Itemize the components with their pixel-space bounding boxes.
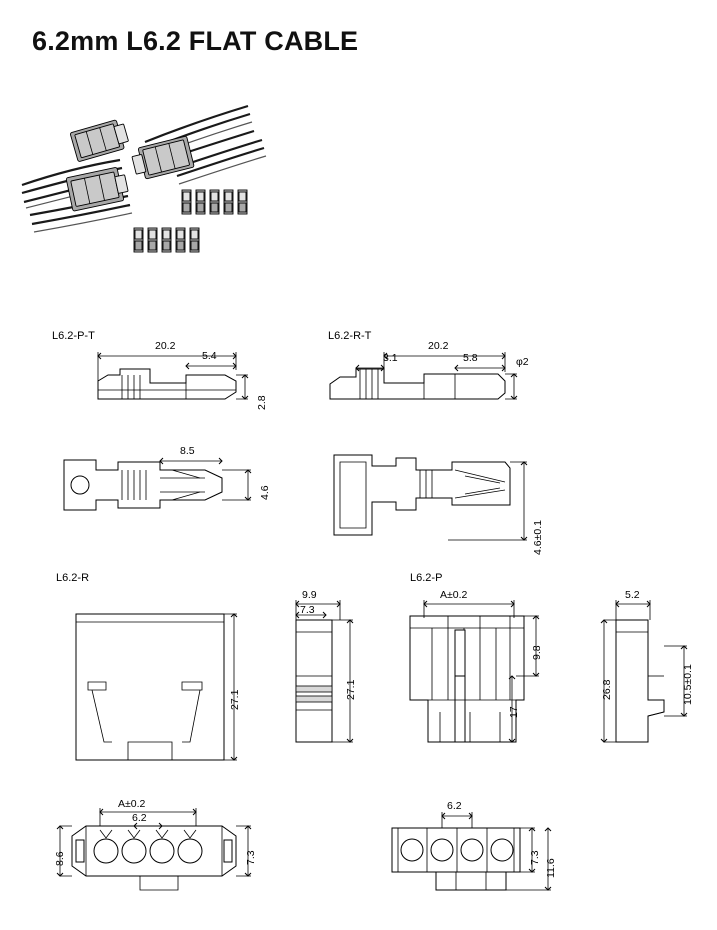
dim-bl-right: 7.3 — [245, 850, 257, 865]
loose-terminals-row-2 — [134, 228, 199, 252]
page-title: 6.2mm L6.2 FLAT CABLE — [32, 26, 359, 56]
dim-br-pitch: 6.2 — [447, 800, 462, 812]
part-label-pt: L6.2-P-T — [52, 330, 95, 342]
part-label-p: L6.2-P — [410, 572, 443, 584]
dim-pt-height: 2.8 — [256, 395, 268, 410]
dim-bl-pitchA: A±0.2 — [118, 798, 146, 810]
dim-pt-side-height: 4.6 — [259, 485, 271, 500]
view-r-front — [76, 614, 237, 760]
view-pt-side — [64, 458, 251, 510]
dim-rt-side-height: 4.6±0.1 — [532, 520, 544, 555]
dim-rt-right: 5.8 — [463, 352, 478, 364]
view-bottom-right — [392, 812, 551, 890]
dim-pt-overall: 20.2 — [155, 340, 176, 352]
dim-pt-side-length: 8.5 — [180, 445, 195, 457]
dim-br-h2: 11.6 — [545, 858, 557, 878]
dim-r-mid-inner: 7.3 — [300, 604, 315, 616]
dim-p-right-width: 5.2 — [625, 589, 640, 601]
dim-bl-pitch: 6.2 — [132, 812, 147, 824]
dim-p-right-height: 26.8 — [601, 679, 613, 700]
dim-p-width: A±0.2 — [440, 589, 468, 601]
dim-p-inner-height: 17 — [508, 706, 520, 718]
dim-p-right-tol: 10.5±0.1 — [682, 664, 694, 705]
dim-rt-left: 3.1 — [383, 352, 398, 364]
view-rt-top — [330, 352, 517, 399]
dim-p-height: 9.8 — [531, 645, 543, 660]
view-pt-top — [98, 352, 248, 399]
dim-r-mid-height: 27.1 — [345, 679, 357, 700]
dim-rt-overall: 20.2 — [428, 340, 449, 352]
part-label-rt: L6.2-R-T — [328, 330, 372, 342]
dim-r-height: 27.1 — [229, 689, 241, 710]
view-bottom-left — [57, 808, 251, 890]
product-photo-group — [22, 106, 266, 252]
view-p-side — [601, 600, 687, 742]
view-r-side — [296, 600, 353, 742]
view-rt-side — [334, 455, 527, 540]
dim-bl-height: 8.6 — [54, 851, 66, 866]
dim-r-mid-width: 9.9 — [302, 589, 317, 601]
loose-terminals-row-1 — [182, 190, 247, 214]
view-p-front — [410, 600, 539, 742]
dim-rt-diameter: φ2 — [516, 356, 529, 368]
part-label-r: L6.2-R — [56, 572, 90, 584]
dim-pt-inner: 5.4 — [202, 350, 217, 362]
dim-br-h1: 7.3 — [529, 850, 541, 865]
